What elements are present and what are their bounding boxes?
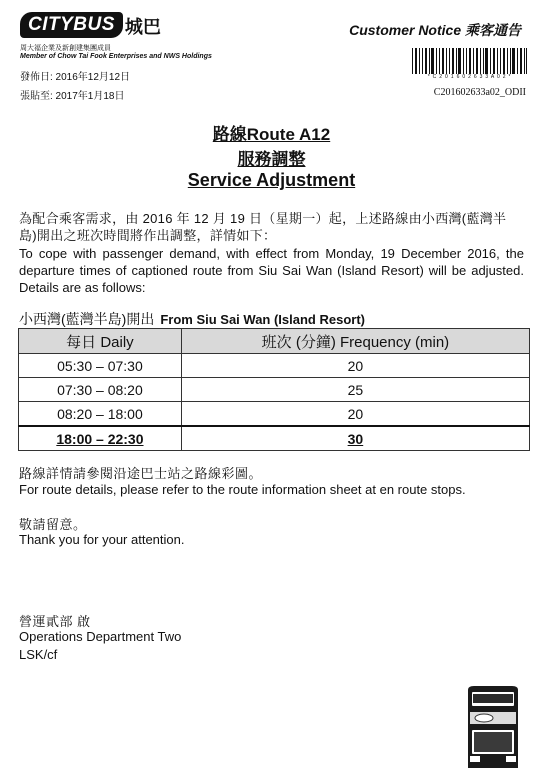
- table-row: [19, 402, 530, 427]
- table-header-row: [19, 329, 530, 354]
- bus-icon: [462, 686, 524, 768]
- time-period: 05:30 – 07:30: [19, 354, 182, 378]
- department-cn: 營運貳部 啟: [19, 614, 91, 629]
- departure-heading-en: From Siu Sai Wan (Island Resort): [160, 312, 365, 327]
- attention-en: Thank you for your attention.: [19, 532, 185, 547]
- post-date: 張貼至: 2017年1月18日: [20, 91, 125, 102]
- header-frequency: 班次 (分鐘) Frequency (min): [181, 329, 529, 354]
- time-period: 07:30 – 08:20: [19, 378, 182, 402]
- citybus-logo: [20, 12, 161, 39]
- route-details-en: For route details, please refer to the route information sheet at en route stops.: [19, 482, 466, 497]
- table-row: [19, 426, 530, 451]
- logo-wordmark: CITYBUS: [20, 12, 123, 38]
- attention-cn: 敬請留意。: [19, 517, 87, 532]
- barcode-text: * C 2 0 1 6 0 2 6 3 3 A 0 2 *: [427, 74, 512, 80]
- document-reference: C201602633a02_ODII: [433, 87, 526, 98]
- reference-code: LSK/cf: [19, 647, 58, 662]
- route-details-cn: 路線詳情請參閱沿途巴士站之路線彩圖。: [19, 466, 263, 481]
- frequency-value: 20: [181, 354, 529, 378]
- table-row: [19, 378, 530, 402]
- intro-chinese: 為配合乘客需求，由 2016 年 12 月 19 日（星期一）起，上述路線由小西灣(藍灣半島)開出之班次時間將作出調整，詳情如下：: [19, 211, 507, 243]
- member-line-cn: 周大福企業及新創建集團成員: [20, 45, 111, 52]
- intro-english: To cope with passenger demand, with effect from Monday, 19 December 2016, the departure times of captioned route from Siu Sai Wan (Island Resort) will be adjusted. Details are as follows:: [19, 246, 524, 295]
- departure-heading: [19, 309, 365, 329]
- route-title: 路線Route A12: [212, 125, 331, 144]
- frequency-value: 30: [181, 426, 529, 451]
- department-en: Operations Department Two: [19, 629, 182, 644]
- issue-date: 發佈日: 2016年12月12日: [20, 72, 131, 83]
- adjustment-title-en: Service Adjustment: [187, 170, 356, 190]
- time-period: 08:20 – 18:00: [19, 402, 182, 427]
- schedule-table: [18, 328, 530, 451]
- member-line-en: Member of Chow Tai Fook Enterprises and NWS Holdings: [20, 53, 212, 60]
- departure-heading-cn: 小西灣(藍灣半島)開出: [19, 311, 155, 327]
- barcode-icon: [412, 48, 527, 74]
- time-period: 18:00 – 22:30: [19, 426, 182, 451]
- header-daily: 每日 Daily: [19, 329, 182, 354]
- frequency-value: 25: [181, 378, 529, 402]
- adjustment-title-cn: 服務調整: [237, 150, 306, 169]
- customer-notice-label: Customer Notice 乘客通告: [349, 22, 521, 38]
- table-row: [19, 354, 530, 378]
- frequency-value: 20: [181, 402, 529, 427]
- logo-chinese: 城巴: [124, 16, 161, 37]
